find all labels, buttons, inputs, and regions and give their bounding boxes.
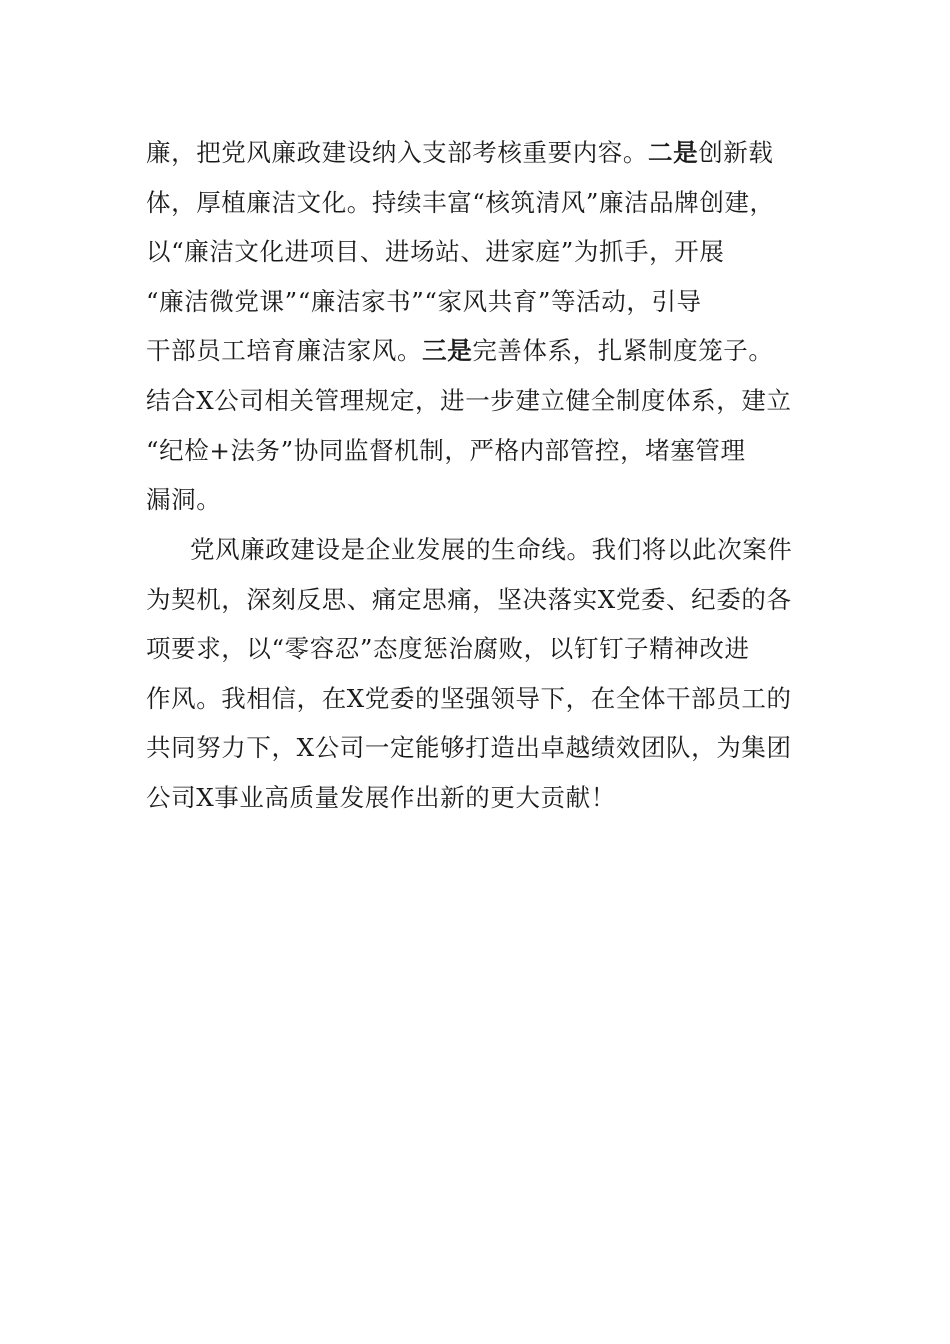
text-run: 创新载 xyxy=(698,138,774,167)
paragraph-line: 共同努力下，X公司一定能够打造出卓越绩效团队，为集团 xyxy=(146,733,792,763)
text-run: 廉，把党风廉政建设纳入支部考核重要内容。 xyxy=(146,138,648,167)
paragraph-line xyxy=(146,128,810,178)
paragraph-1 xyxy=(146,128,810,525)
paragraph-line: 以“廉洁文化进项目、进场站、进家庭”为抓手，开展 xyxy=(146,237,725,267)
paragraph-line: 作风。我相信，在X党委的坚强领导下，在全体干部员工的 xyxy=(146,683,792,713)
paragraph-line: 公司X事业高质量发展作出新的更大贡献！ xyxy=(146,782,616,812)
paragraph-line: “廉洁微党课”“廉洁家书”“家风共育”等活动，引导 xyxy=(146,286,702,316)
emphasis-text: 二是 xyxy=(648,138,699,167)
paragraph-line: 结合X公司相关管理规定，进一步建立健全制度体系，建立 xyxy=(146,385,792,415)
paragraph-line: 体，厚植廉洁文化。持续丰富“核筑清风”廉洁品牌创建， xyxy=(146,187,775,217)
paragraph-2 xyxy=(146,525,810,823)
paragraph-line: 党风廉政建设是企业发展的生命线。我们将以此次案件 xyxy=(190,535,793,564)
text-run: 干部员工培育廉洁家风。 xyxy=(146,336,423,366)
text-run: 完善体系，扎紧制度笼子。 xyxy=(472,336,774,366)
emphasis-text: 三是 xyxy=(422,336,473,366)
paragraph-line: 漏洞。 xyxy=(146,485,222,515)
paragraph-line xyxy=(146,326,810,376)
paragraph-line: 为契机，深刻反思、痛定思痛，坚决落实X党委、纪委的各 xyxy=(146,584,792,614)
paragraph-line: “纪检+法务”协同监督机制，严格内部管控，堵塞管理 xyxy=(146,435,746,465)
paragraph-line: 项要求，以“零容忍”态度惩治腐败，以钉钉子精神改进 xyxy=(146,634,750,664)
